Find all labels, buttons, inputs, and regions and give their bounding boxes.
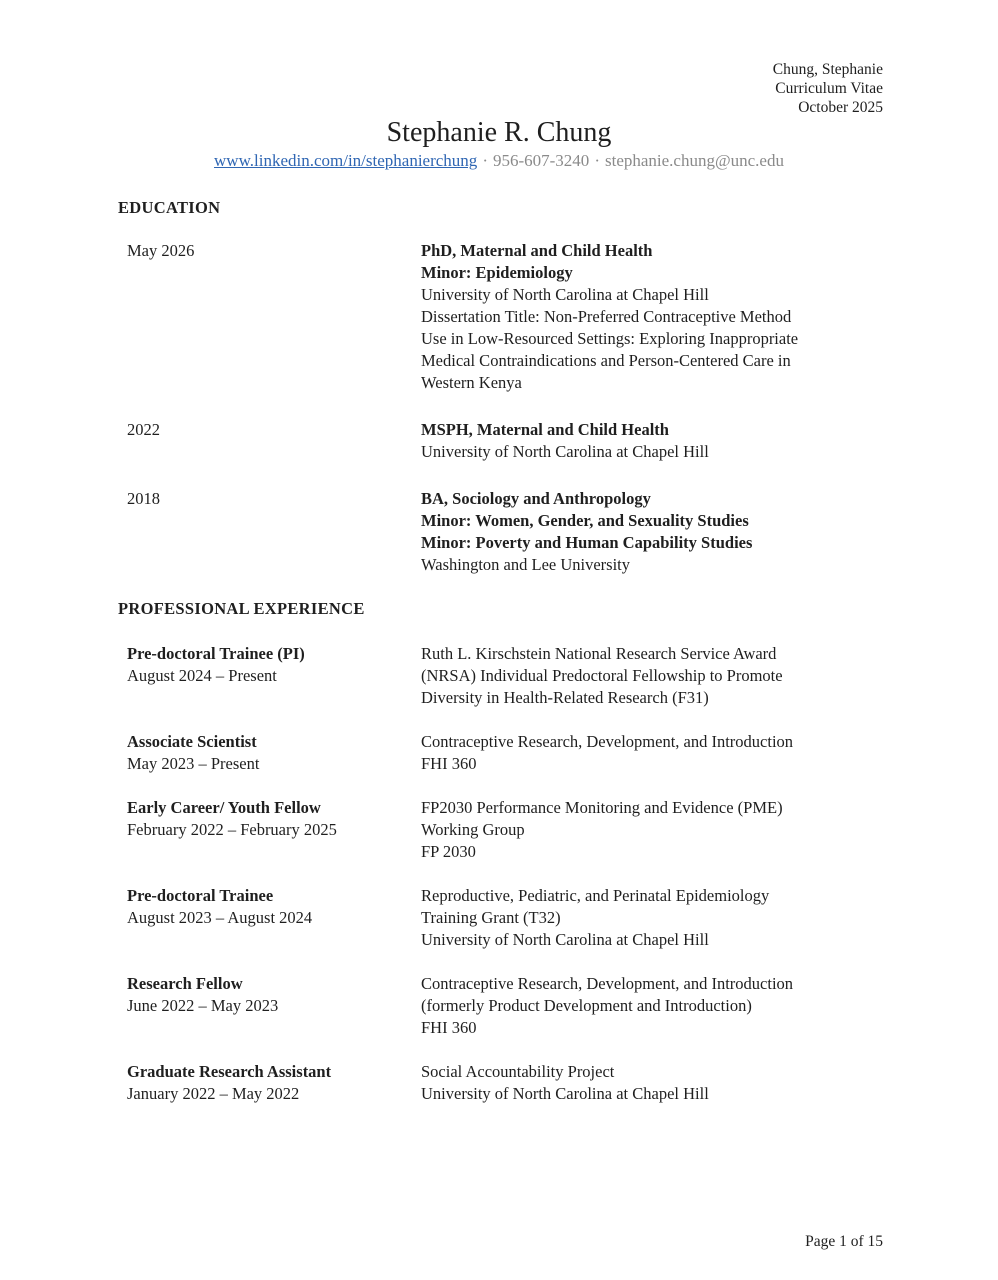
cv-entry xyxy=(127,1061,898,1105)
text-line: February 2022 – February 2025 xyxy=(127,820,337,839)
contact-line xyxy=(0,150,998,172)
entry-left-column xyxy=(127,1061,421,1105)
text-line: Contraceptive Research, Development, and Introduction xyxy=(421,732,794,751)
entry-right-column xyxy=(421,1061,898,1105)
text-line: Associate Scientist xyxy=(127,732,257,751)
entry-right-column xyxy=(421,643,898,709)
text-line: (NRSA) Individual Predoctoral Fellowship to Promote xyxy=(421,666,783,685)
text-line: Minor: Poverty and Human Capability Studies xyxy=(421,533,753,552)
text-line: Contraceptive Research, Development, and Introduction xyxy=(421,974,794,993)
text-line: University of North Carolina at Chapel Hill xyxy=(421,285,709,304)
entry-right-column xyxy=(421,731,898,775)
text-line: BA, Sociology and Anthropology xyxy=(421,489,651,508)
text-line: University of North Carolina at Chapel Hill xyxy=(421,1084,709,1103)
entry-left-column xyxy=(127,885,421,951)
entry-left-column xyxy=(127,797,421,863)
text-line: Social Accountability Project xyxy=(421,1062,615,1081)
cv-entry xyxy=(127,973,898,1039)
text-line: 2018 xyxy=(127,489,160,508)
text-line: Medical Contraindications and Person-Centered Care in xyxy=(421,351,791,370)
running-header-name: Chung, Stephanie xyxy=(772,61,883,78)
entry-right-column xyxy=(421,973,898,1039)
experience-heading: PROFESSIONAL EXPERIENCE xyxy=(118,599,365,618)
text-line: Washington and Lee University xyxy=(421,555,630,574)
text-line: Pre-doctoral Trainee xyxy=(127,886,274,905)
section-education xyxy=(0,197,998,576)
cv-entry xyxy=(127,731,898,775)
entry-right-column xyxy=(421,419,898,463)
page-number: Page 1 of 15 xyxy=(805,1233,883,1250)
cv-entry xyxy=(127,643,898,709)
cv-entry xyxy=(127,797,898,863)
cv-entry xyxy=(127,488,898,576)
text-line: University of North Carolina at Chapel Hill xyxy=(421,442,709,461)
entry-left-column xyxy=(127,240,421,394)
text-line: Working Group xyxy=(421,820,525,839)
entry-right-column xyxy=(421,797,898,863)
contact-separator: · xyxy=(482,151,488,170)
text-line: FHI 360 xyxy=(421,754,477,773)
text-line: University of North Carolina at Chapel Hill xyxy=(421,930,709,949)
text-line: PhD, Maternal and Child Health xyxy=(421,241,653,260)
text-line: Diversity in Health-Related Research (F31) xyxy=(421,688,709,707)
text-line: Early Career/ Youth Fellow xyxy=(127,798,321,817)
running-header xyxy=(773,60,883,117)
text-line: Training Grant (T32) xyxy=(421,908,561,927)
text-line: MSPH, Maternal and Child Health xyxy=(421,420,669,439)
entry-left-column xyxy=(127,973,421,1039)
running-header-doc-type: Curriculum Vitae xyxy=(775,80,883,97)
entry-right-column xyxy=(421,885,898,951)
text-line: 2022 xyxy=(127,420,160,439)
text-line: Western Kenya xyxy=(421,373,522,392)
entry-right-column xyxy=(421,488,898,576)
text-line: FP 2030 xyxy=(421,842,476,861)
page-title: Stephanie R. Chung xyxy=(386,117,612,148)
text-line: (formerly Product Development and Introduction) xyxy=(421,996,752,1015)
text-line: Reproductive, Pediatric, and Perinatal Epidemiology xyxy=(421,886,770,905)
text-line: May 2026 xyxy=(127,241,195,260)
cv-entry xyxy=(127,240,898,394)
entry-left-column xyxy=(127,731,421,775)
text-line: Minor: Women, Gender, and Sexuality Studies xyxy=(421,511,749,530)
education-entries xyxy=(0,240,998,576)
entry-left-column xyxy=(127,419,421,463)
running-header-date: October 2025 xyxy=(798,99,883,116)
phone-number: 956-607-3240 xyxy=(492,151,590,170)
cv-body xyxy=(0,197,998,1105)
cv-entry xyxy=(127,885,898,951)
text-line: May 2023 – Present xyxy=(127,754,260,773)
text-line: Minor: Epidemiology xyxy=(421,263,573,282)
entry-left-column xyxy=(127,488,421,576)
text-line: Graduate Research Assistant xyxy=(127,1062,332,1081)
text-line: Use in Low-Resourced Settings: Exploring Inappropriate xyxy=(421,329,799,348)
text-line: FHI 360 xyxy=(421,1018,477,1037)
entry-right-column xyxy=(421,240,898,394)
text-line: FP2030 Performance Monitoring and Evidence (PME) xyxy=(421,798,783,817)
text-line: Pre-doctoral Trainee (PI) xyxy=(127,644,305,663)
text-line: August 2024 – Present xyxy=(127,666,277,685)
text-line: August 2023 – August 2024 xyxy=(127,908,313,927)
text-line: January 2022 – May 2022 xyxy=(127,1084,300,1103)
text-line: Dissertation Title: Non-Preferred Contraceptive Method xyxy=(421,307,792,326)
cv-entry xyxy=(127,419,898,463)
text-line: Ruth L. Kirschstein National Research Service Award xyxy=(421,644,777,663)
entry-left-column xyxy=(127,643,421,709)
education-heading: EDUCATION xyxy=(118,198,221,217)
linkedin-link[interactable]: www.linkedin.com/in/stephanierchung xyxy=(214,151,478,170)
contact-separator: · xyxy=(594,151,600,170)
text-line: June 2022 – May 2023 xyxy=(127,996,279,1015)
text-line: Research Fellow xyxy=(127,974,243,993)
experience-entries xyxy=(0,643,998,1105)
section-professional-experience xyxy=(0,598,998,1105)
email-address: stephanie.chung@unc.edu xyxy=(604,151,784,170)
